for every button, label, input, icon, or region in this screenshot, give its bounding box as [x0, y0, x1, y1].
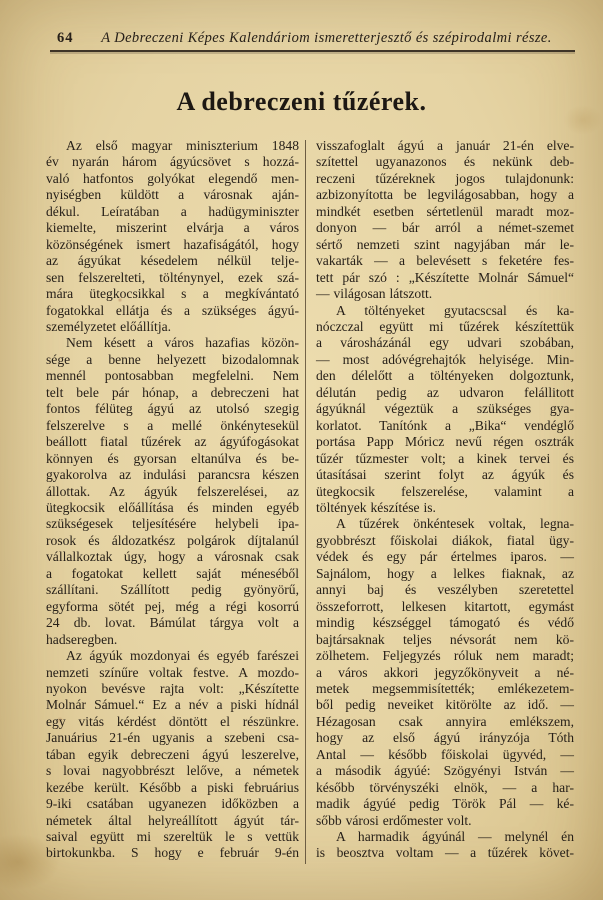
text-line: saival együtt mi szereltük le s vettük — [46, 829, 299, 845]
text-line: 9-iki csatában ugyanezen időközben a — [46, 796, 299, 812]
text-line: mindig készséggel támogató és védő — [316, 615, 574, 631]
text-line: a város akkori jegyzőkönyveit a né- — [316, 664, 574, 680]
text-line: donyon — bár arról a német-szemet — [316, 220, 574, 236]
text-line: egyforma sötét pej, még a régi kosorrú — [46, 598, 299, 614]
text-line: dékul. Leíratában a hadügyminiszter — [46, 203, 299, 219]
text-line: szállítani. Szállított pedig gyönyörű, — [46, 582, 299, 598]
text-line: ütegkocsik felszerelése, valamint a — [316, 483, 574, 499]
text-line: a fogatokat kellett saját méneséből — [46, 565, 299, 581]
text-line: azbizonyította be legvilágosabban, hogy a — [316, 187, 574, 203]
text-line: Az első magyar miniszterium 1848 — [66, 138, 299, 153]
text-line: egy vitás kérdést döntött el részünkre. — [46, 713, 299, 729]
text-line: nóczczal együtt mi tűzérek készítettük — [316, 318, 574, 334]
text-line: való hatfontos golyókat elegendő men- — [46, 170, 299, 186]
text-line: korlatot. Tanítónk a „Bika“ vendéglő — [316, 417, 574, 433]
page-number: 64 — [57, 30, 74, 46]
text-line: állottak. Az ágyúk felszerelései, az — [46, 483, 299, 499]
text-line: vállalkoztak úgy, hogy a városnak csak — [46, 549, 299, 565]
text-line: — most adóvégrehajtók helyisége. Min- — [316, 351, 574, 367]
text-line: birtokunkba. S hogy e február 9-én — [46, 845, 299, 861]
text-line: A töltényeket gyutacscsal és ka- — [336, 302, 574, 318]
text-line: is beosztva voltam — a tűzérek követ- — [316, 845, 574, 861]
text-line: reczeni tűzéreknek jogos tulajdonunk: — [316, 170, 574, 186]
text-line: hadseregben. — [46, 631, 118, 647]
left-column — [46, 138, 299, 862]
text-line: den délelőtt a töltényeken dolgoztunk, — [316, 368, 574, 384]
text-line: tett pár szó : „Készítette Molnár Sámuel“ — [316, 269, 574, 285]
text-line: fogatokkal ellátja és a szükséges ágyú- — [46, 302, 299, 318]
text-line: szükségesek teljesítésére helybeli ipa- — [46, 516, 299, 532]
text-line: Antal — később főiskolai ügyvéd, — — [316, 746, 574, 762]
text-line: madik ágyúé pedig Török Pál — ké- — [316, 796, 574, 812]
text-line: vakarták — a belevésett s feketére fes- — [316, 253, 574, 269]
text-line: portása Papp Móricz nevű régen osztrák — [316, 434, 574, 450]
text-line: mennél pontosabban megfelelni. Nem — [46, 368, 299, 384]
text-line: fontos félüteg ágyú az utolsó szegig — [46, 401, 299, 417]
right-column — [316, 138, 574, 862]
text-line: 24 db. lovat. Bámúlat tárgya volt a — [46, 615, 299, 631]
text-line: felszerelve s a mellé önkénytesekül — [46, 417, 299, 433]
text-line: délután pedig az udvaron felállitott — [316, 384, 574, 400]
text-line: sen felszerelteti, tölténynyel, ezek szá- — [46, 269, 299, 285]
text-line: visszafoglalt ágyú a január 21-én elve- — [316, 138, 574, 153]
text-line: sőbb városi erdőmester volt. — [316, 812, 472, 828]
text-line: ágyúknál végeztük a szükséges gya- — [316, 401, 574, 417]
text-line: a második ágyúé: Szögyényi István — — [316, 763, 574, 779]
text-line: az ágyúkat késedelem nélkül telje- — [46, 253, 299, 269]
text-line: annyi baj és veszélyben szeretettel — [316, 582, 574, 598]
text-line: közönségének ismert hazafiságától, hogy — [46, 236, 299, 252]
text-line: sértő nemzeti szint nagyjában már le- — [316, 236, 574, 252]
text-line: ütegkocsik előállítása és minden egyéb — [46, 499, 299, 515]
text-line: nyiségben küldött a városnak aján- — [46, 187, 299, 203]
text-line: tában egyik debreczeni ágyú leszerelve, — [46, 746, 299, 762]
article-title: A debreczeni tűzérek. — [176, 87, 427, 116]
text-line: nemzeti színűre voltak festve. A mozdo- — [46, 664, 299, 680]
running-title: A Debreczeni Képes Kalendáriom ismeretterjesztő és szépirodalmi része. — [101, 30, 552, 46]
text-line: tűzér tűzmester volt; a kinek tervei és — [316, 450, 574, 466]
text-line: sége a benne helyezett bizodalomnak — [46, 351, 299, 367]
text-line: személyzetet előállítja. — [46, 318, 172, 334]
text-line: ből pedig neveiket kitörölte az idő. — — [316, 697, 574, 713]
text-line: A tűzérek önkéntesek voltak, legna- — [336, 516, 574, 532]
text-line: gyobbrészt főiskolai diákok, fiatal ügy- — [316, 532, 574, 548]
text-line: szítettel ugyanazonos és nekünk deb- — [316, 154, 574, 170]
text-line: kiemelte, miszerint elvárja a város — [46, 220, 299, 236]
text-line: könnyen és gyorsan eltanúlva és be- — [46, 450, 299, 466]
text-line: gyakorolva az indulási parancsra készen — [46, 467, 299, 483]
text-line: A harmadik ágyúnál — melynél én — [336, 829, 574, 845]
text-line: s lovai nagyobbrészt lelőve, a németek — [46, 763, 299, 779]
text-line: Januárius 21-én ugyanis a szebeni csa- — [46, 730, 299, 746]
text-line: németek által helyreállított ágyút tár- — [46, 812, 299, 828]
text-line: mindkét esetben sértetlenül maradt moz- — [316, 203, 574, 219]
text-line: töltények készítése is. — [316, 499, 436, 515]
column-divider — [305, 140, 306, 864]
text-line: a városházánál egy udvari szobában, — [316, 335, 574, 351]
text-line: Molnár Sámuel.“ Ez a név a piski hídnál — [46, 697, 299, 713]
text-line: Az ágyúk mozdonyai és egyéb farészei — [66, 648, 299, 664]
text-line: útasításai szerint folyt az ágyúk és — [316, 467, 574, 483]
text-line: Nem késett a város hazafias közön- — [66, 335, 299, 351]
text-line: később törvényszéki elnök, — a har- — [316, 779, 574, 795]
text-line: hogy az első ágyú irányzója Tóth — [316, 730, 574, 746]
text-line: Sajnálom, hogy a lelkes fiaknak, az — [316, 565, 574, 581]
text-line: zölhetem. Feljegyzés róluk nem maradt; — [316, 648, 574, 664]
text-line: Hézagosan csak annyira emlékszem, — [316, 713, 574, 729]
text-line: védek és egy pár értelmes iparos. — — [316, 549, 574, 565]
text-line: beállott fiatal tűzérek az ágyúfogásokat — [46, 434, 299, 450]
text-line: összeforrott, lelkesen kitartott, egymást — [316, 598, 574, 614]
text-line: év nyarán három ágyúcsövet s hozzá- — [46, 154, 299, 170]
text-line: bajtársaknak teljes névsorát nem kö- — [316, 631, 574, 647]
text-line: metek megsemmisítették; emlékezetem- — [316, 680, 574, 696]
text-line: mára ütegkocsikkal s a megkívántató — [46, 286, 299, 302]
text-line: — világosan látszott. — [316, 286, 433, 302]
text-line: kezébe került. Később a piski februárius — [46, 779, 299, 795]
text-line: nyokon bevésve rajta volt: „Készítette — [46, 680, 299, 696]
header-rule — [50, 50, 575, 52]
text-line: rosok és áldozatkész polgárok díjtalanúl — [46, 532, 299, 548]
text-line: telt bele pár hónap, a debreczeni hat — [46, 384, 299, 400]
